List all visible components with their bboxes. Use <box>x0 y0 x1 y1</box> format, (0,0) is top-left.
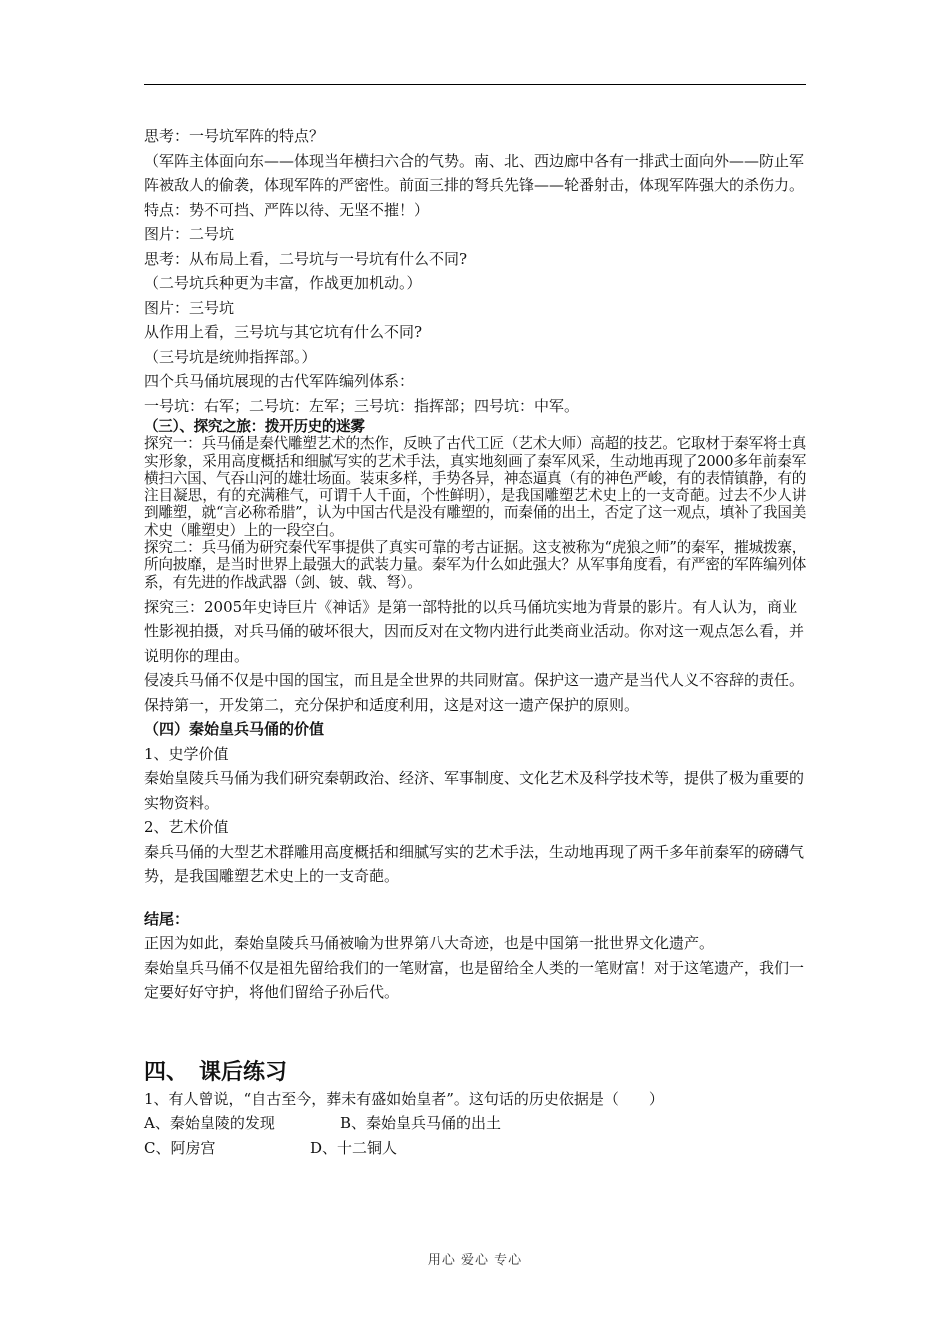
paragraph: 秦兵马俑的大型艺术群雕用高度概括和细腻写实的艺术手法，生动地再现了两千多年前秦军的磅礴气势，是我国雕塑艺术史上的一支奇葩。 <box>144 842 805 886</box>
paragraph: 正因为如此，秦始皇陵兵马俑被喻为世界第八大奇迹，也是中国第一批世界文化遗产。 <box>144 934 715 953</box>
option-d: D、十二铜人 <box>310 1138 398 1157</box>
paragraph: （二号坑兵种更为丰富，作战更加机动。） <box>144 274 422 292</box>
paragraph: 秦始皇兵马俑不仅是祖先留给我们的一笔财富，也是留给全人类的一笔财富！对于这笔遗产，我们一定要好好守护，将他们留给子孙后代。 <box>144 958 805 1002</box>
section-heading: 结尾： <box>144 909 190 928</box>
paragraph: 图片：三号坑 <box>144 298 235 317</box>
paragraph: 探究二：兵马俑为研究秦代军事提供了真实可靠的考古证据。这支被称为“虎狼之师”的秦军，摧城拨寨，所向披靡，是当时世界上最强大的武装力量。秦军为什么如此强大？从军事角度看，有严密的军阵编列体系，有先进的作战武器（剑、铍、戟、弩）。 <box>144 539 806 591</box>
paragraph: 2、艺术价值 <box>144 818 229 837</box>
paragraph: 探究一：兵马俑是秦代雕塑艺术的杰作，反映了古代工匠（艺术大师）高超的技艺。它取材于秦军将士真实形象，采用高度概括和细腻写实的艺术手法，真实地刻画了秦军风采，生动地再现了2000多年前秦军横扫六国、气吞山河的雄壮场面。装束多样，手势各异，神态逼真（有的神色严峻，有的表情镇静，有的注目凝思，有的充满稚气，可谓千人千面，个性鲜明），是我国雕塑艺术史上的一支奇葩。过去不少人讲到雕塑，就“言必称希腊”，认为中国古代是没有雕塑的，而秦俑的出土，否定了这一观点，填补了我国美术史（雕塑史）上的一段空白。 <box>144 435 806 539</box>
paragraph: 思考：一号坑军阵的特点？ <box>144 127 325 145</box>
option-b: B、秦始皇兵马俑的出土 <box>340 1114 502 1133</box>
section-heading: （四）秦始皇兵马俑的价值 <box>144 720 325 739</box>
options-row <box>144 1136 806 1161</box>
header-rule <box>144 84 806 85</box>
paragraph: 侵凌兵马俑不仅是中国的国宝，而且是全世界的共同财富。保护这一遗产是当代人义不容辞的责任。保持第一，开发第二，充分保护和适度利用，这是对这一遗产保护的原则。 <box>144 671 805 714</box>
page-footer: 用心 爱心 专心 <box>427 1253 523 1268</box>
paragraph: （军阵主体面向东——体现当年横扫六合的气势。南、北、西边廊中各有一排武士面向外——防止军阵被敌人的偷袭，体现军阵的严密性。前面三排的弩兵先锋——轮番射击，体现军阵强大的杀伤力。 <box>144 151 805 194</box>
section-heading: （三）、探究之旅：拨开历史的迷雾 <box>144 418 365 435</box>
options-row <box>144 1111 806 1136</box>
option-a: A、秦始皇陵的发现 <box>144 1114 275 1133</box>
paragraph: 1、史学价值 <box>144 744 229 763</box>
paragraph: 四个兵马俑坑展现的古代军阵编列体系： <box>144 372 415 390</box>
paragraph: （三号坑是统帅指挥部。） <box>144 347 317 366</box>
paragraph: 一号坑：右军；二号坑：左军；三号坑：指挥部；四号坑：中军。 <box>144 396 580 415</box>
question: 1、有人曾说，“自古至今，葬未有盛如始皇者”。这句话的历史依据是（ ） <box>144 1089 664 1108</box>
paragraph: 图片：二号坑 <box>144 225 235 243</box>
paragraph: 秦始皇陵兵马俑为我们研究秦朝政治、经济、军事制度、文化艺术及科学技术等，提供了极为重要的实物资料。 <box>144 769 805 812</box>
paragraph: 特点：势不可挡、严阵以待、无坚不摧！） <box>144 200 430 219</box>
paragraph: 思考：从布局上看，二号坑与一号坑有什么不同? <box>144 249 468 268</box>
document-body <box>144 124 806 1160</box>
paragraph: 探究三：2005年史诗巨片《神话》是第一部特批的以兵马俑坑实地为背景的影片。有人认为，商业性影视拍摄，对兵马俑的破坏很大，因而反对在文物内进行此类商业活动。你对这一观点怎么看，并说明你的理由。 <box>144 597 805 665</box>
paragraph: 从作用上看，三号坑与其它坑有什么不同? <box>144 323 423 341</box>
chapter-heading: 四、 课后练习 <box>144 1058 288 1085</box>
option-c: C、阿房宫 <box>144 1138 216 1157</box>
